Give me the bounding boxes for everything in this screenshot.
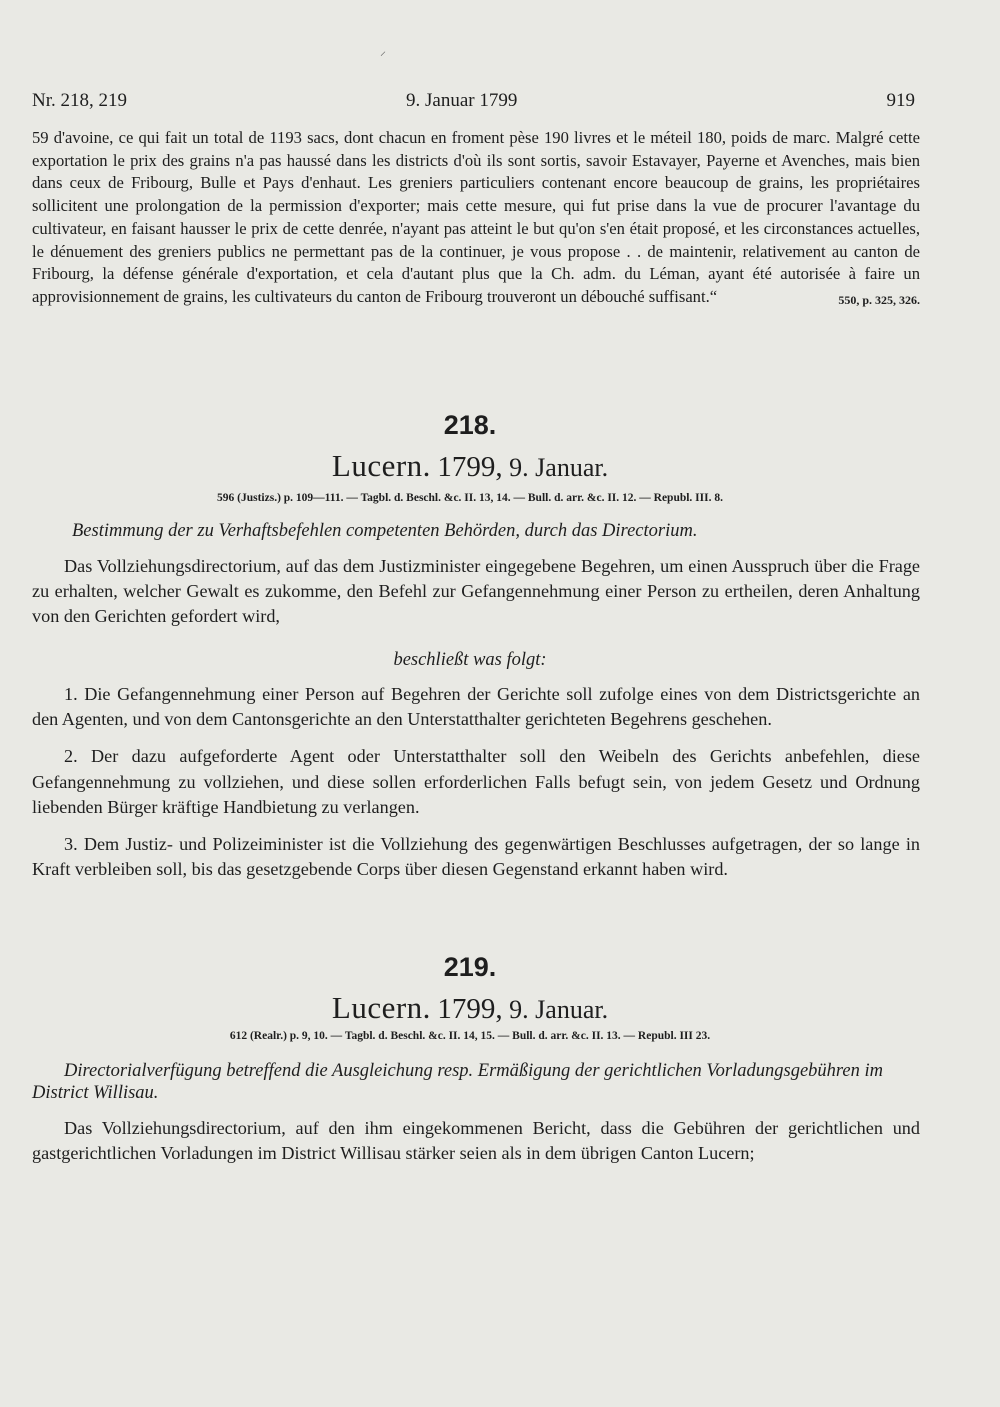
doc-218-preamble: Das Vollziehungsdirectorium, auf das dem Justizminister eingegebene Begehren, um einen Ausspruch über die Frage zu erhalten, welcher Gewalt es zukomme, den Befehl zur Gefangennehmung einer Person zu ertheilen, deren Anhaltung von den Gerichten gefordert wird, [32,556,920,627]
doc-218-sources: 596 (Justizs.) p. 109—111. — Tagbl. d. Beschl. &c. II. 13, 14. — Bull. d. arr. &c. II. 12. — Republ. III. 8. [217,492,723,504]
page-header [32,90,915,114]
doc-219-date: 9. Januar. [509,995,609,1024]
doc-219-preamble: Das Vollziehungsdirectorium, auf den ihm eingekommenen Bericht, dass die Gebühren der gerichtlichen und gastgerichtlichen Vorladungen im District Willisau stärker seien als in dem übrigen Canton Lucern; [32,1118,920,1164]
doc-218-title [0,448,940,484]
doc-218-body [32,554,920,630]
header-page-number: 919 [886,90,915,111]
doc-218-articles [32,682,920,882]
doc-218-article-2: 2. Der dazu aufgeforderte Agent oder Unterstatthalter soll den Weibeln des Gerichts anbefehlen, diese Gefangennehmung zu vollziehen, und diese sollen erforderlichen Falls befugt sein, von jedem Gesetz und Ordnung liebenden Bürger kräftige Handbietung zu verlangen. [32,746,920,817]
doc-218-date: 9. Januar. [509,453,609,482]
doc-218-subject: Bestimmung der zu Verhaftsbefehlen competenten Behörden, durch das Directorium. [72,521,698,541]
scan-mark: ⸝ [380,44,387,58]
doc-219-subject-block [32,1060,920,1104]
header-date: 9. Januar 1799 [406,90,518,111]
doc-218-place: Lucern. [331,448,431,483]
intro-paragraph [32,127,920,309]
intro-text: 59 d'avoine, ce qui fait un total de 1193 sacs, dont chacun en froment pèse 190 livres et le méteil 180, poids de marc. Malgré cette exportation le prix des grains n'a pas haussé dans les districts d'où ils sont sortis, savoir Estavayer, Payerne et Avenches, mais bien dans ceux de Fribourg, Bulle et Pays d'enhaut. Les greniers particuliers contenant encore beaucoup de grains, les propriétaires sollicitent une prolongation de la permission d'exporter; mais cette mesure, qui fut prise dans la vue de procurer l'avantage du cultivateur, en faisant hausser le prix de cette denrée, n'ayant pas atteint le but qu'on s'en était proposé, et les circonstances actuelles, le dénuement des greniers publics ne permettant pas de la continuer, je vous propose . . de maintenir, relativement au canton de Fribourg, la défense générale d'exportation, et cela d'autant plus que la Ch. adm. du Léman, ayant été autorisée à faire un approvisionnement de grains, les cultivateurs du canton de Fribourg trouveront un débouché suffisant.“ [32,128,920,306]
doc-219-place: Lucern. [331,990,431,1025]
doc-219-year: 1799, [437,993,503,1025]
doc-218-resolution: beschließt was folgt: [393,650,547,670]
doc-219-title [0,990,940,1026]
doc-218-article-1: 1. Die Gefangennehmung einer Person auf Begehren der Gerichte soll zufolge eines von dem Districtsgerichte an den Agenten, und von dem Cantonsgerichte an den Unterstatthalter gerichteten Begehrens geschehen. [32,684,920,730]
doc-218-subject-block [72,520,892,542]
doc-219-body [32,1116,920,1166]
doc-219-subject: Directorialverfügung betreffend die Ausgleichung resp. Ermäßigung der gerichtlichen Vorladungsgebühren im District Willisau. [32,1061,884,1103]
intro-reference: 550, p. 325, 326. [838,292,920,307]
doc-219-sources: 612 (Realr.) p. 9, 10. — Tagbl. d. Beschl. &c. II. 14, 15. — Bull. d. arr. &c. II. 13. — Republ. III 23. [229,1030,711,1042]
intro-continuation [32,127,920,312]
doc-219-number: 219. [443,952,497,982]
header-document-numbers: Nr. 218, 219 [32,90,127,111]
doc-218-article-3: 3. Dem Justiz- und Polizeiminister ist die Vollziehung des gegenwärtigen Beschlusses aufgetragen, der so lange in Kraft verbleiben soll, bis das gesetzgebende Corps über diesen Gegenstand erkannt haben wird. [32,834,920,880]
doc-218-number: 218. [443,410,497,440]
doc-218-year: 1799, [437,451,503,483]
